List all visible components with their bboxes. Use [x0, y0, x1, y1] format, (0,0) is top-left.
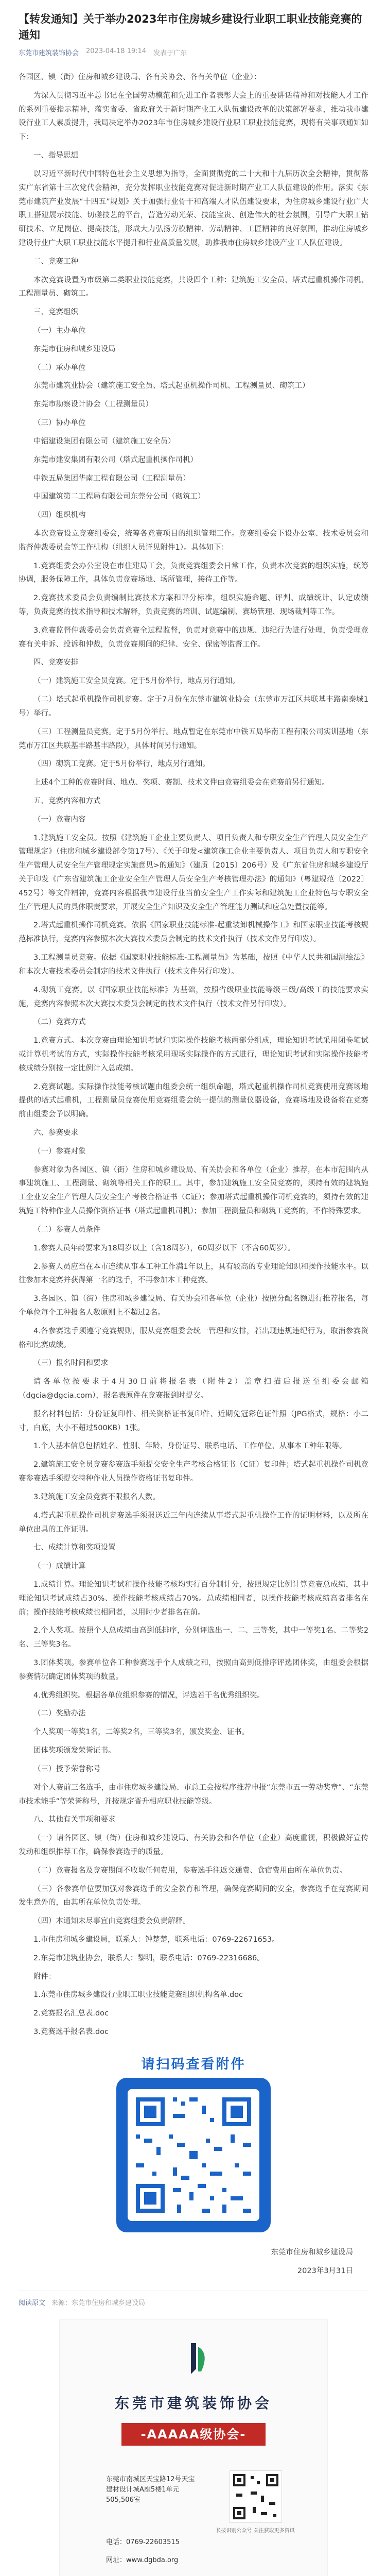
section-heading: 三、竞赛组织 [33, 308, 78, 317]
article-paragraph: 请各单位按要求于4月30日前将报名表（附件2）盖章扫描后报送至组委会邮箱（dgcia@dgcia.com），报名表原件在竞赛报到时提交。 [19, 1378, 368, 1400]
association-address: 东莞市南城区天宝路12号天宝建材设计城A座5楼1单元505,506室 [106, 2475, 195, 2504]
article-meta [19, 47, 368, 57]
association-level-badge: -AAAAA级协会- [121, 2423, 266, 2446]
article-paragraph: （三）各参赛单位要加强对参赛选手的安全教育和管理，确保竞赛期间的安全，参赛选手在竞赛期间发生意外的，由其所在单位负责处理。 [19, 1885, 368, 1907]
article-paragraph: 2.东莞市建筑业协会，联系人：黎明，联系电话：0769-22316686。 [33, 1954, 265, 1962]
article-paragraph: 2.塔式起重机操作司机竞赛。依据《国家职业技能标准-起重装卸机械操作工》和国家职业技能考核规范标准执行，竞赛内容参照本次大赛技术委员会制定的技术文件执行（技术文件另行印发）。 [19, 921, 368, 944]
signature-date: 2023年3月31日 [297, 2266, 353, 2275]
article-paragraph: （一）成绩计算 [33, 1562, 86, 1571]
article-paragraph: 对个人赛前三名选手，由市住房城乡建设局、市总工会按程序推荐申报“东莞市五一劳动奖章”、“东莞市技术能手”等荣誉称号，并按规定晋升相应职业技能等级。 [19, 1783, 368, 1806]
section-heading: 八、其他有关事项和要求 [33, 1816, 116, 1824]
article-title: 【转发通知】关于举办2023年市住房城乡建设行业职工职业技能竞赛的通知 [19, 13, 362, 41]
qr-frame[interactable] [116, 2078, 271, 2232]
section-heading: （二）承办单位 [33, 363, 86, 372]
section-heading: 二、竞赛工种 [33, 257, 78, 266]
article-paragraph: 1.市住房和城乡建设局，联系人：钟楚楚，联系电话：0769-22671653。 [33, 1936, 279, 1944]
article-paragraph: 3.团体奖项。参赛单位各工种参赛选手个人成绩之和，按照由高到低排序评选团体奖，由组委会根据参赛情况确定团体奖项的数量。 [19, 1659, 368, 1681]
article-paragraph: 3.工程测量员竞赛。依据《国家职业技能标准-工程测量员》为基础，按照《中华人民共和国测绘法》和本次大赛技术委员会制定的技术文件执行（技术文件另行印发）。 [19, 954, 368, 976]
section-heading: 五、竞赛内容和方式 [33, 796, 101, 805]
article-paragraph: 东莞市建安集团有限公司（塔式起重机操作司机） [33, 455, 198, 464]
section-heading: （二）竞赛方式 [33, 1018, 86, 1027]
article-paragraph: （二）奖励办法 [33, 1709, 86, 1718]
article-paragraph: 3.竞赛选手报名表.doc [33, 2028, 109, 2037]
article-paragraph: 东莞市勘察设计协会（工程测量员） [33, 400, 153, 409]
footer-links [19, 2297, 368, 2307]
association-website: 网址：www.dgbda.org [106, 2556, 179, 2564]
article-paragraph: （二）竞赛报名及竞赛期间不收取任何费用，参赛选手往返交通费、食宿费用由所在单位负责。 [33, 1866, 347, 1875]
section-heading: 七、成绩计算和奖项设置 [33, 1544, 116, 1552]
source-text: 来源：东莞市住房和城乡建设局 [51, 2299, 146, 2307]
article-paragraph: （一）请各园区、镇（街）住房和城乡建设局、有关协会和各单位（企业）高度重视，积极做好宣传发动和组织推荐工作，确保参赛选手的质量。 [19, 1834, 368, 1856]
article-paragraph: 中铁五局集团华南工程有限公司（工程测量员） [33, 474, 190, 483]
article-paragraph: （四）砌筑工竞赛。定于5月份举行，地点另行通知。 [33, 760, 210, 769]
article-paragraph: 报名材料包括：身份证复印件、相关资格证书复印件、近期免冠彩色证件照（JPG格式，规格：小二寸，白底，大小不超过500KB）1张。 [19, 1410, 368, 1432]
qr-caption: 请扫码查看附件 [141, 2056, 246, 2072]
wechat-qr-code[interactable] [230, 2470, 282, 2523]
article-paragraph: （二）塔式起重机操作司机竞赛。定于7月份在东莞市建筑业协会（东莞市万江区共联基丰路南泰城1号）举行。 [19, 696, 368, 718]
article-paragraph: 团体奖项颁发荣誉证书。 [33, 1747, 116, 1755]
article-paragraph: 本次竞赛设置为市级第二类职业技能竞赛，共设四个工种：建筑施工安全员、塔式起重机操作司机、工程测量员、砌筑工。 [19, 276, 368, 298]
article-paragraph: 2.建筑施工安全员竞赛参赛选手须提交安全生产考核合格证书（C证）复印件；塔式起重机操作司机竞赛参赛选手须提交特种作业人员操作资格证书复印件。 [19, 1461, 368, 1483]
article-paragraph: 4.各参赛选手须遵守竞赛规则，服从竞赛组委会统一管理和安排，若出现违规违纪行为，取消参赛资格和比赛成绩。 [19, 1327, 368, 1349]
qr-hint: 长按识别公众号 关注获取更多资讯 [216, 2528, 295, 2534]
article-paragraph: 4.砌筑工竞赛。以《国家职业技能标准》为基础，按照省级职业技能等级三级/高级工的技能要求实施，竞赛内容参照本次大赛技术委员会制定的技术文件执行（技术文件另行印发）。 [19, 986, 368, 1008]
article-paragraph: 东莞市建筑业协会（建筑施工安全员、塔式起重机操作司机、工程测量员、砌筑工） [33, 382, 310, 391]
publish-location: 发表于广东 [153, 49, 187, 57]
article-paragraph: 1.东莞市住房城乡建设行业职工职业技能竞赛组织机构名单.doc [33, 1991, 243, 1999]
article-paragraph: 4.优秀组织奖。根据各单位组织参赛的情况，评选若干名优秀组织奖。 [33, 1691, 265, 1700]
article-paragraph: 2.参赛人员应当在本市连续从事本工种工作满1年以上，具有较高的专业理论知识和操作技能水平。以往参加本竞赛并获得第一名的选手，不再参加本工种竞赛。 [19, 1262, 368, 1285]
article-paragraph: 1.竞赛组委会办公室设在市住建局工会，负责竞赛组委会日常工作，负责本次竞赛的组织实施，统筹协调，服务保障工作，具体负责竞赛场地、场所管理，接待工作等。 [19, 562, 368, 584]
article-paragraph: 以习近平新时代中国特色社会主义思想为指导，全面贯彻党的二十大和十九届历次全会精神，贯彻落实广东省第十三次党代会精神，充分发挥职业技能竞赛对促进新时期产业工人队伍建设的作用。落实《东莞市建筑产业发展“十四五”规划》关于加强行业骨干和高端人才队伍建设要求，为住房城乡建设行业广大职工搭建展示技能、切磋技艺的平台，营造劳动光荣、技能宝贵、创造伟大的社会氛围，引导广大职工钻研技术、立足岗位、提高技能，形成大力弘扬劳模精神、劳动精神、工匠精神的良好氛围，推动住房城乡建设行业广大职工职业技能水平提升和行业高质量发展，助推我市住房城乡建设产业工人队伍建设。 [19, 170, 368, 247]
qr-pattern [128, 2089, 259, 2221]
article-paragraph: 3.竞赛监督仲裁委员会负责竞赛全过程监督，负责对竞赛中的违规、违纪行为进行处理，负责受理竞赛有关申诉、投诉和仲裁，负责竞赛期间的纪律、安全、保密等监督工作。 [19, 626, 368, 649]
author-link[interactable]: 东莞市建筑装饰协会 [19, 49, 79, 57]
article-paragraph: （一）参赛对象 [33, 1147, 86, 1156]
read-more-link[interactable]: 阅读原文 [19, 2299, 46, 2307]
article-paragraph: 东莞市住房和城乡建设局 [33, 345, 116, 353]
article-paragraph: 3.各园区、镇（街）住房和城乡建设局、有关协会和各单位（企业）按照分配名额进行推荐报名，每个单位每个工种报名人数原则上不超过2名。 [19, 1295, 368, 1317]
article-paragraph: 各园区、镇（街）住房和城乡建设局、各有关协会、各有关单位（企业）： [19, 73, 261, 81]
section-heading: 六、参赛要求 [33, 1129, 78, 1137]
section-heading: （一）竞赛内容 [33, 815, 86, 824]
article-paragraph: （三）报名时间和要求 [33, 1359, 108, 1368]
article-body [19, 71, 368, 2039]
section-heading: 一、指导思想 [33, 151, 78, 160]
article-paragraph: 中国建筑第二工程局有限公司东莞分公司（砌筑工） [33, 493, 205, 501]
article-paragraph: 2.竞赛试题。实际操作技能考核试题由组委会统一组织命题，塔式起重机操作司机竞赛使用竞赛场地提供的塔式起重机，工程测量员竞赛使用竞赛组委会统一提供的测量仪器设备，竞赛场地及设备将在竞赛前由组委会予以明确。 [19, 1082, 368, 1119]
section-heading: （四）组织机构 [33, 511, 86, 520]
article-paragraph: 上述4个工种的竞赛时间、地点、奖项、赛制、技术文件由竞赛组委会在竞赛前另行通知。 [33, 778, 329, 787]
article-paragraph: 1.成绩计算。理论知识考试和操作技能考核均实行百分制计分，按照规定比例计算竞赛总成绩，其中理论知识考试成绩占30%、操作技能考核成绩占70%。总成绩相同者，以操作技能考核成绩高者排名在前；操作技能考核成绩也相同者，以用时少者排名在前。 [19, 1580, 368, 1617]
article-paragraph: 中铝建设集团有限公司（建筑施工安全员） [33, 437, 175, 446]
article-paragraph: 本次竞赛设立竞赛组委会，统筹各竞赛项目的组织管理工作。竞赛组委会下设办公室、技术委员会和监督仲裁委员会等工作机构（组织人员详见附件1）。具体如下： [19, 529, 368, 552]
qr-code[interactable] [128, 2089, 259, 2221]
article-paragraph: （四）本通知未尽事宜由竞赛组委会负责解释。 [33, 1917, 190, 1926]
article-paragraph: 1.参赛人员年龄要求为18周岁以上（含18周岁），60周岁以下（不含60周岁）。 [33, 1244, 295, 1252]
section-heading: 四、竞赛安排 [33, 658, 78, 667]
article-paragraph: 为深入贯彻习近平总书记在全国劳动模范和先进工作者表彰大会上的重要讲话精神和对技能人才工作的系列重要指示精神，落实省委、省政府关于新时期产业工人队伍建设改革的决策部署要求，推动我市建设行业工人素质提升，我局决定举办2023年市住房城乡建设行业职工职业技能竞赛，现将有关事项通知如下： [19, 91, 368, 142]
signature-org: 东莞市住房和城乡建设局 [271, 2248, 353, 2257]
wechat-qr-pattern [230, 2471, 282, 2522]
association-name: 东莞市建筑装饰协会 [114, 2394, 272, 2412]
article-paragraph: （三）工程测量员竞赛。定于5月份举行。地点暂定在东莞市中铁五局华南工程有限公司实训基地（东莞市万江区共联基丰路基丰路段），具体时间另行通知。 [19, 727, 368, 750]
article-paragraph: 4.塔式起重机操作司机竞赛选手须报送近三年内连续从事塔式起重机操作工作的证明材料，以及所在单位出具的工作证明。 [19, 1511, 368, 1534]
section-heading: （三）协办单位 [33, 419, 86, 428]
attachment-qr-block [116, 2054, 271, 2232]
article-paragraph: 2.竞赛技术委员会负责编制比赛技术方案和评分标准，组织实施命题、评判、成绩统计、认定成绩等，负责竞赛的技术指导和技术解释，负责竞赛的培训、试题编制、赛场管理、现场裁判等工作。 [19, 594, 368, 616]
article-paragraph: （一）建筑施工安全员竞赛。定于5月份举行，地点另行通知。 [33, 677, 240, 686]
association-phone: 电话：0769-22603515 [106, 2538, 180, 2546]
article-paragraph: 1.竞赛方式。本次竞赛由理论知识考试和实际操作技能考核两部分组成，理论知识考试采用闭卷笔试或计算机考试的方式，实际操作技能考核采用现场实际操作的方式进行，理论知识考试和实际操作技能考核成绩分别按一定比例计入总成绩。 [19, 1037, 368, 1073]
article-paragraph: 1.建筑施工安全员。按照《建筑施工企业主要负责人、项目负责人和专职安全生产管理人员安全生产管理规定》（住房和城乡建设部令第17号）、《关于印发<建筑施工企业主要负责人、项目负责人和专职安全生产管理人员安全生产管理规定实施意见>的通知》（建质〔2015〕206号）及《广东省住房和城乡建设厅关于印发《广东省建筑施工企业安全生产管理人员安全生产考核管理办法》的通知》（粤建规范〔2022〕452号）等文件精神，竞赛内容根据我市建设行业当前安全生产工作实际和建筑施工企业特色与专职安全生产管理人员的具体职责要求，开展安全生产知识及安全生产管理能力测试和应急处置技能等。 [19, 834, 368, 911]
article-paragraph: 参赛对象为各园区、镇（街）住房和城乡建设局、有关协会和各单位（企业）推荐，在本市范围内从事建筑施工、工程测量、砌筑等相关工作的职工。其中，参加建筑施工安全员竞赛的，须持有效的建筑施工企业安全生产管理人员安全生产考核合格证书（C证）；参加塔式起重机操作司机竞赛的，须持有效的建筑施工特种作业人员操作资格证书（塔式起重机司机）；参加工程测量员和砌筑工竞赛的，不作特殊要求。 [19, 1165, 368, 1216]
article-paragraph: （二）参赛人员条件 [33, 1225, 101, 1234]
article-paragraph: 1.个人基本信息包括姓名、性别、年龄、身份证号、联系电话、工作单位、从事本工种年限等。 [33, 1442, 347, 1451]
article-paragraph: 2.个人奖项。按照个人总成绩由高到低排序，分别评选出一、二、三等奖，其中一等奖1名、二等奖2名、三等奖3名。 [19, 1626, 369, 1649]
association-logo-icon [181, 2341, 212, 2377]
publish-date: 2023-04-18 19:14 [86, 47, 147, 55]
article-paragraph: 3.建筑施工安全员竞赛不限报名人数。 [33, 1493, 160, 1501]
signature-block [19, 2246, 368, 2278]
article-paragraph: 2.竞赛报名汇总表.doc [33, 2009, 109, 2018]
association-poster [59, 2319, 328, 2576]
section-heading: （一）主办单位 [33, 327, 86, 335]
article-paragraph: （三）授予荣誉称号 [33, 1765, 101, 1773]
section-heading: 附件： [33, 1972, 56, 1981]
article-paragraph: 个人奖项一等奖1名，二等奖2名，三等奖3名，颁发奖金、证书。 [33, 1728, 250, 1737]
